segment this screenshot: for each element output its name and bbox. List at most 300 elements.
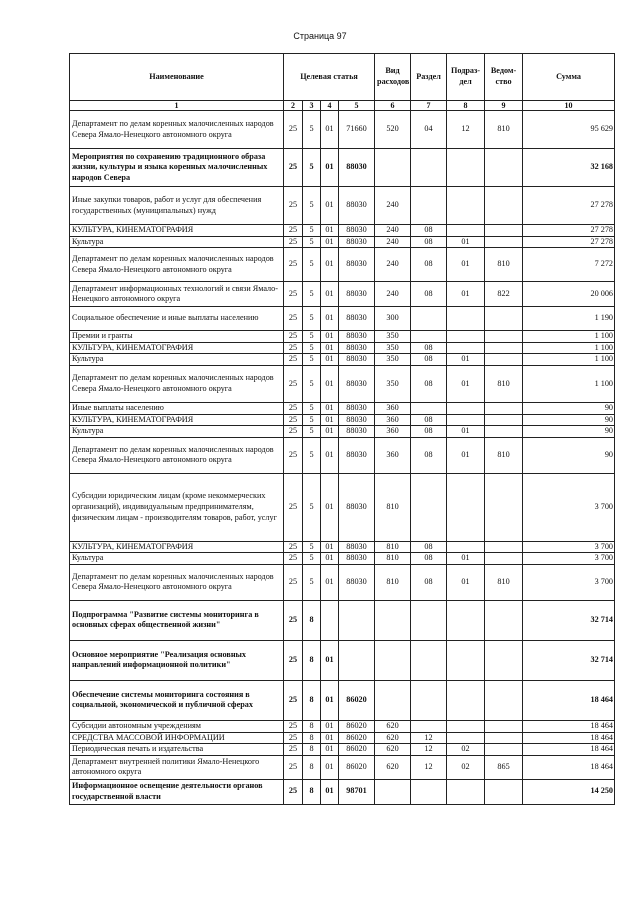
row-subprogram: 8 (303, 600, 321, 640)
row-subprogram: 8 (303, 640, 321, 680)
row-department: 822 (485, 282, 523, 307)
row-direction: 88030 (339, 402, 375, 414)
row-department (485, 149, 523, 187)
row-expense-type: 350 (375, 354, 411, 366)
table-row (70, 564, 615, 600)
row-sum: 27 278 (523, 225, 615, 237)
col-number: 4 (321, 101, 339, 111)
row-sum: 18 464 (523, 744, 615, 756)
row-subsection: 01 (447, 365, 485, 402)
row-section (411, 680, 447, 720)
col-number: 1 (70, 101, 284, 111)
row-program: 25 (284, 187, 303, 225)
row-sum: 18 464 (523, 732, 615, 744)
header-subsection: Подраз-дел (447, 54, 485, 101)
row-subprogram: 8 (303, 720, 321, 732)
row-activity: 01 (321, 414, 339, 426)
row-expense-type (375, 779, 411, 804)
row-direction: 88030 (339, 236, 375, 248)
row-expense-type: 620 (375, 732, 411, 744)
row-department (485, 414, 523, 426)
page-number: Страница 97 (293, 31, 347, 41)
row-section (411, 600, 447, 640)
header-name: Наименование (70, 54, 284, 101)
header-department: Ведом-ство (485, 54, 523, 101)
row-department (485, 236, 523, 248)
row-direction: 86020 (339, 720, 375, 732)
row-section: 08 (411, 414, 447, 426)
row-activity: 01 (321, 680, 339, 720)
row-activity: 01 (321, 402, 339, 414)
row-department: 810 (485, 365, 523, 402)
col-number: 3 (303, 101, 321, 111)
row-activity: 01 (321, 426, 339, 438)
row-program: 25 (284, 640, 303, 680)
row-program: 25 (284, 541, 303, 553)
row-section (411, 307, 447, 331)
row-subsection: 01 (447, 426, 485, 438)
row-subprogram: 5 (303, 236, 321, 248)
table-row (70, 307, 615, 331)
row-subprogram: 5 (303, 402, 321, 414)
row-sum: 32 714 (523, 640, 615, 680)
row-subprogram: 5 (303, 426, 321, 438)
table-row (70, 402, 615, 414)
row-direction: 86020 (339, 744, 375, 756)
row-expense-type: 810 (375, 473, 411, 541)
row-subsection (447, 473, 485, 541)
row-sum: 27 278 (523, 236, 615, 248)
row-subprogram: 8 (303, 680, 321, 720)
row-program: 25 (284, 342, 303, 354)
row-name: Периодическая печать и издательства (70, 744, 284, 756)
row-subsection (447, 307, 485, 331)
row-direction: 98701 (339, 779, 375, 804)
row-direction: 88030 (339, 331, 375, 343)
row-sum: 18 464 (523, 755, 615, 779)
row-expense-type: 350 (375, 365, 411, 402)
row-expense-type (375, 600, 411, 640)
row-department: 865 (485, 755, 523, 779)
row-department (485, 187, 523, 225)
row-sum: 18 464 (523, 680, 615, 720)
row-activity: 01 (321, 331, 339, 343)
row-activity: 01 (321, 342, 339, 354)
budget-table (69, 53, 615, 805)
row-department (485, 426, 523, 438)
row-department (485, 402, 523, 414)
row-sum: 90 (523, 402, 615, 414)
row-subprogram: 5 (303, 248, 321, 282)
col-number: 7 (411, 101, 447, 111)
row-subsection (447, 720, 485, 732)
row-expense-type: 350 (375, 331, 411, 343)
row-subsection (447, 342, 485, 354)
row-activity: 01 (321, 248, 339, 282)
row-activity: 01 (321, 755, 339, 779)
row-name: Департамент внутренней политики Ямало-Ненецкого автономного округа (70, 755, 284, 779)
row-direction: 88030 (339, 426, 375, 438)
row-department (485, 744, 523, 756)
row-program: 25 (284, 149, 303, 187)
row-expense-type: 350 (375, 342, 411, 354)
row-direction: 88030 (339, 187, 375, 225)
row-name: Департамент по делам коренных малочисленных народов Севера Ямало-Ненецкого автономного округа (70, 365, 284, 402)
row-name: Департамент информационных технологий и связи Ямало-Ненецкого автономного округа (70, 282, 284, 307)
row-sum: 7 272 (523, 248, 615, 282)
row-direction: 88030 (339, 365, 375, 402)
row-subprogram: 5 (303, 414, 321, 426)
row-program: 25 (284, 354, 303, 366)
row-sum: 3 700 (523, 553, 615, 565)
row-name: Департамент по делам коренных малочисленных народов Севера Ямало-Ненецкого автономного округа (70, 437, 284, 473)
table-row (70, 248, 615, 282)
col-number: 9 (485, 101, 523, 111)
row-program: 25 (284, 414, 303, 426)
row-sum: 32 168 (523, 149, 615, 187)
row-department (485, 342, 523, 354)
col-number: 8 (447, 101, 485, 111)
col-number: 5 (339, 101, 375, 111)
row-section: 08 (411, 564, 447, 600)
table-row (70, 437, 615, 473)
row-expense-type: 240 (375, 225, 411, 237)
row-direction (339, 640, 375, 680)
header-target-article: Целевая статья (284, 54, 375, 101)
row-section: 08 (411, 248, 447, 282)
row-section: 08 (411, 225, 447, 237)
row-subprogram: 5 (303, 473, 321, 541)
row-subsection: 01 (447, 248, 485, 282)
row-activity: 01 (321, 779, 339, 804)
row-name: Департамент по делам коренных малочисленных народов Севера Ямало-Ненецкого автономного округа (70, 111, 284, 149)
row-subsection (447, 541, 485, 553)
row-sum: 3 700 (523, 564, 615, 600)
row-direction: 88030 (339, 248, 375, 282)
row-section (411, 473, 447, 541)
row-activity: 01 (321, 225, 339, 237)
row-program: 25 (284, 331, 303, 343)
row-sum: 90 (523, 414, 615, 426)
row-section: 08 (411, 426, 447, 438)
table-row (70, 680, 615, 720)
row-name: КУЛЬТУРА, КИНЕМАТОГРАФИЯ (70, 414, 284, 426)
row-sum: 1 100 (523, 365, 615, 402)
row-activity: 01 (321, 744, 339, 756)
row-name: Департамент по делам коренных малочисленных народов Севера Ямало-Ненецкого автономного округа (70, 248, 284, 282)
row-sum: 27 278 (523, 187, 615, 225)
row-section: 08 (411, 354, 447, 366)
row-subsection (447, 732, 485, 744)
table-row (70, 342, 615, 354)
row-subsection (447, 779, 485, 804)
row-sum: 90 (523, 426, 615, 438)
header-sum: Сумма (523, 54, 615, 101)
row-sum: 90 (523, 437, 615, 473)
row-subsection: 01 (447, 236, 485, 248)
header-row (70, 54, 615, 101)
row-section (411, 779, 447, 804)
row-sum: 1 100 (523, 354, 615, 366)
row-subprogram: 5 (303, 365, 321, 402)
table-row (70, 282, 615, 307)
row-section: 08 (411, 236, 447, 248)
row-subprogram: 8 (303, 744, 321, 756)
row-program: 25 (284, 564, 303, 600)
row-section (411, 402, 447, 414)
row-subprogram: 5 (303, 553, 321, 565)
row-name: Иные закупки товаров, работ и услуг для обеспечения государственных (муниципальных) нужд (70, 187, 284, 225)
row-section: 04 (411, 111, 447, 149)
row-direction: 86020 (339, 732, 375, 744)
row-activity (321, 600, 339, 640)
row-expense-type: 810 (375, 553, 411, 565)
row-expense-type: 300 (375, 307, 411, 331)
row-name: КУЛЬТУРА, КИНЕМАТОГРАФИЯ (70, 225, 284, 237)
row-subsection (447, 640, 485, 680)
row-program: 25 (284, 553, 303, 565)
row-direction: 88030 (339, 307, 375, 331)
table-row (70, 149, 615, 187)
row-name: Информационное освещение деятельности органов государственной власти (70, 779, 284, 804)
row-subsection (447, 225, 485, 237)
row-subprogram: 5 (303, 541, 321, 553)
row-department (485, 600, 523, 640)
row-name: Департамент по делам коренных малочисленных народов Севера Ямало-Ненецкого автономного округа (70, 564, 284, 600)
row-section (411, 720, 447, 732)
row-direction: 86020 (339, 680, 375, 720)
row-direction: 88030 (339, 414, 375, 426)
row-expense-type (375, 680, 411, 720)
row-department (485, 640, 523, 680)
row-direction: 88030 (339, 437, 375, 473)
row-program: 25 (284, 307, 303, 331)
row-sum: 3 700 (523, 541, 615, 553)
row-direction: 86020 (339, 755, 375, 779)
row-program: 25 (284, 426, 303, 438)
table-row (70, 541, 615, 553)
row-program: 25 (284, 732, 303, 744)
table-body (70, 111, 615, 805)
row-name: Обеспечение системы мониторинга состояния в социальной, экономической и публичной сферах (70, 680, 284, 720)
row-program: 25 (284, 282, 303, 307)
row-section: 08 (411, 365, 447, 402)
table-row (70, 365, 615, 402)
row-program: 25 (284, 402, 303, 414)
row-subprogram: 5 (303, 111, 321, 149)
row-activity: 01 (321, 732, 339, 744)
row-sum: 18 464 (523, 720, 615, 732)
row-name: КУЛЬТУРА, КИНЕМАТОГРАФИЯ (70, 342, 284, 354)
row-subsection (447, 414, 485, 426)
row-program: 25 (284, 720, 303, 732)
row-department: 810 (485, 111, 523, 149)
row-section: 12 (411, 755, 447, 779)
row-direction: 88030 (339, 564, 375, 600)
row-expense-type (375, 640, 411, 680)
column-number-row (70, 101, 615, 111)
row-direction: 88030 (339, 282, 375, 307)
row-name: Подпрограмма "Развитие системы мониторинга в основных сферах общественной жизни" (70, 600, 284, 640)
header-expense-type: Вид расходов (375, 54, 411, 101)
col-number: 6 (375, 101, 411, 111)
table-row (70, 779, 615, 804)
row-subsection: 02 (447, 744, 485, 756)
row-activity: 01 (321, 187, 339, 225)
row-department: 810 (485, 437, 523, 473)
row-subsection: 01 (447, 553, 485, 565)
row-expense-type: 360 (375, 414, 411, 426)
row-expense-type: 620 (375, 720, 411, 732)
row-department (485, 720, 523, 732)
row-activity: 01 (321, 437, 339, 473)
row-sum: 1 100 (523, 331, 615, 343)
row-department: 810 (485, 248, 523, 282)
row-subprogram: 8 (303, 755, 321, 779)
row-subprogram: 5 (303, 354, 321, 366)
row-subsection (447, 600, 485, 640)
row-activity: 01 (321, 564, 339, 600)
table-row (70, 640, 615, 680)
row-direction: 88030 (339, 342, 375, 354)
row-activity: 01 (321, 365, 339, 402)
row-department (485, 331, 523, 343)
row-subprogram: 5 (303, 331, 321, 343)
row-expense-type: 360 (375, 402, 411, 414)
row-direction: 88030 (339, 541, 375, 553)
table-row (70, 553, 615, 565)
row-expense-type: 520 (375, 111, 411, 149)
table-row (70, 426, 615, 438)
row-subsection (447, 331, 485, 343)
col-number: 2 (284, 101, 303, 111)
col-number: 10 (523, 101, 615, 111)
row-section: 08 (411, 541, 447, 553)
row-subsection (447, 187, 485, 225)
row-activity: 01 (321, 640, 339, 680)
row-department (485, 779, 523, 804)
row-subsection: 12 (447, 111, 485, 149)
row-department (485, 541, 523, 553)
row-name: Культура (70, 426, 284, 438)
row-name: Социальное обеспечение и иные выплаты населению (70, 307, 284, 331)
row-activity: 01 (321, 236, 339, 248)
row-expense-type: 240 (375, 282, 411, 307)
row-section: 08 (411, 553, 447, 565)
row-subsection: 01 (447, 564, 485, 600)
row-department: 810 (485, 564, 523, 600)
row-name: Культура (70, 236, 284, 248)
row-activity: 01 (321, 720, 339, 732)
row-subsection (447, 680, 485, 720)
row-name: Субсидии юридическим лицам (кроме некоммерческих организаций), индивидуальным предпринимателям, физическим лицам - производителям товаров, работ, услуг (70, 473, 284, 541)
row-expense-type: 620 (375, 744, 411, 756)
row-name: Иные выплаты населению (70, 402, 284, 414)
row-sum: 20 006 (523, 282, 615, 307)
row-expense-type: 620 (375, 755, 411, 779)
row-section: 12 (411, 732, 447, 744)
table-row (70, 755, 615, 779)
table-row (70, 473, 615, 541)
table-row (70, 720, 615, 732)
row-direction: 88030 (339, 553, 375, 565)
row-name: СРЕДСТВА МАССОВОЙ ИНФОРМАЦИИ (70, 732, 284, 744)
row-program: 25 (284, 779, 303, 804)
row-subprogram: 5 (303, 225, 321, 237)
row-subprogram: 5 (303, 307, 321, 331)
row-program: 25 (284, 225, 303, 237)
row-direction: 88030 (339, 354, 375, 366)
row-activity: 01 (321, 282, 339, 307)
row-expense-type: 240 (375, 248, 411, 282)
row-program: 25 (284, 236, 303, 248)
row-subprogram: 5 (303, 149, 321, 187)
table-row (70, 744, 615, 756)
row-name: Мероприятия по сохранению традиционного образа жизни, культуры и языка коренных малочисленных народов Севера (70, 149, 284, 187)
table-row (70, 111, 615, 149)
row-sum: 95 629 (523, 111, 615, 149)
row-name: Субсидии автономным учреждениям (70, 720, 284, 732)
row-program: 25 (284, 744, 303, 756)
table-row (70, 331, 615, 343)
row-subprogram: 5 (303, 437, 321, 473)
row-direction: 88030 (339, 225, 375, 237)
table-row (70, 187, 615, 225)
row-activity: 01 (321, 149, 339, 187)
row-program: 25 (284, 248, 303, 282)
row-name: Культура (70, 354, 284, 366)
row-activity: 01 (321, 354, 339, 366)
row-subprogram: 8 (303, 732, 321, 744)
row-name: Культура (70, 553, 284, 565)
row-subsection: 01 (447, 282, 485, 307)
row-subsection (447, 149, 485, 187)
row-activity: 01 (321, 111, 339, 149)
row-subsection: 01 (447, 354, 485, 366)
row-name: Основное мероприятие "Реализация основных направлений информационной политики" (70, 640, 284, 680)
row-subprogram: 5 (303, 564, 321, 600)
row-department (485, 307, 523, 331)
row-activity: 01 (321, 553, 339, 565)
row-expense-type: 360 (375, 437, 411, 473)
row-subprogram: 5 (303, 342, 321, 354)
table-row (70, 236, 615, 248)
row-sum: 14 250 (523, 779, 615, 804)
row-section: 08 (411, 282, 447, 307)
row-sum: 3 700 (523, 473, 615, 541)
table-row (70, 354, 615, 366)
row-name: КУЛЬТУРА, КИНЕМАТОГРАФИЯ (70, 541, 284, 553)
row-program: 25 (284, 755, 303, 779)
row-program: 25 (284, 473, 303, 541)
row-expense-type: 810 (375, 564, 411, 600)
row-expense-type: 240 (375, 236, 411, 248)
row-section: 12 (411, 744, 447, 756)
row-direction: 88030 (339, 149, 375, 187)
row-section (411, 187, 447, 225)
row-subsection: 01 (447, 437, 485, 473)
row-program: 25 (284, 600, 303, 640)
table-row (70, 225, 615, 237)
row-section (411, 640, 447, 680)
row-section: 08 (411, 342, 447, 354)
row-department (485, 354, 523, 366)
row-expense-type: 240 (375, 187, 411, 225)
row-subsection: 02 (447, 755, 485, 779)
table-row (70, 600, 615, 640)
table-row (70, 414, 615, 426)
row-direction: 88030 (339, 473, 375, 541)
